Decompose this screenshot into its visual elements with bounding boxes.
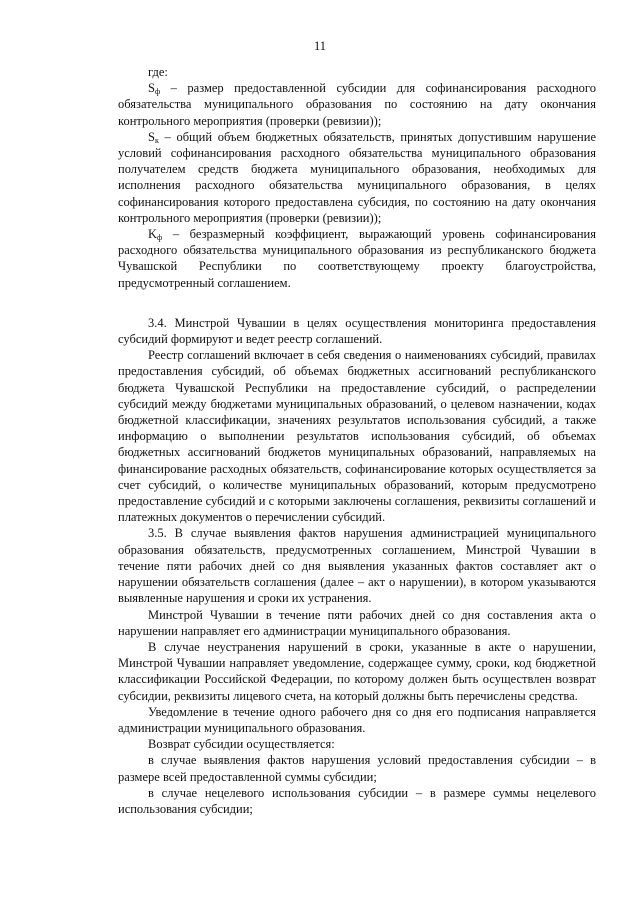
symbol-subscript-f: ф	[157, 233, 163, 243]
definition-kf	[118, 226, 596, 291]
definition-sk	[118, 129, 596, 226]
paragraph-notice: В случае неустранения нарушений в сроки, указанные в акте о нарушении, Минстрой Чувашии направляет уведомление, содержащее сумму, сроки, код бюджетной классификации Российской Федерации, по которому должен быть осуществлен возврат субсидии, реквизиты лицевого счета, на который должны быть перечислены средства.	[118, 639, 596, 703]
paragraph-notice-sent: Уведомление в течение одного рабочего дня со дня его подписания направляется администрации муниципального образования.	[118, 704, 596, 735]
definition-sf	[118, 80, 596, 129]
definition-sf-text: – размер предоставленной субсидии для софинансирования расходного обязательства муниципального образования по состоянию на дату окончания контрольного мероприятия (проверки (ревизии));	[118, 81, 596, 128]
page-number: 11	[313, 39, 327, 53]
paragraph-act-sent: Минстрой Чувашии в течение пяти рабочих дней со дня составления акта о нарушении направляет его администрации муниципального образования.	[118, 607, 596, 638]
definition-kf-text: – безразмерный коэффициент, выражающий уровень софинансирования расходного обязательства муниципального образования из республиканского бюджета Чувашской Республики по соответствующему проекту благоустройства, предусмотренный соглашением.	[118, 227, 596, 290]
paragraph-return-case-2: в случае нецелевого использования субсидии – в размере суммы нецелевого использования субсидии;	[118, 785, 596, 816]
definition-sk-text: – общий объем бюджетных обязательств, принятых допустившим нарушение условий софинансирования расходного обязательства муниципального образования получателем средств бюджета муниципального образования, необходимых для исполнения расходного обязательства муниципального образования, в целях софинансирования которого предоставлена субсидия, по состоянию на дату окончания контрольного мероприятия (проверки (ревизии));	[118, 129, 596, 225]
paragraph-3-4: 3.4. Минстрой Чувашии в целях осуществления мониторинга предоставления субсидий формируют и ведет реестр соглашений.	[118, 315, 596, 347]
symbol-s: S	[148, 129, 155, 144]
definitions-intro: где:	[148, 65, 168, 79]
symbol-subscript-k: к	[154, 135, 159, 145]
paragraph-return: Возврат субсидии осуществляется:	[148, 737, 335, 752]
paragraph-registry: Реестр соглашений включает в себя сведения о наименованиях субсидий, правилах предоставления субсидий, об объемах бюджетных ассигнований республиканского бюджета Чувашской Республики на предоставление субсидий, о распределении субсидий между бюджетами муниципальных образований, о целевом назначении, кодах бюджетной классификации, значениях результатов использования субсидий, а также информацию о выполнении результатов использования субсидий, об объемах бюджетных ассигнований бюджетов муниципальных образований, направляемых на финансирование расходных обязательств, софинансирование которых осуществляется за счет субсидий, о количестве муниципальных образований, которым предусмотрено предоставление субсидий и с которыми заключены соглашения, реквизиты соглашений и платежных документов о перечислении субсидий.	[118, 348, 596, 525]
document-body	[118, 64, 596, 817]
symbol-subscript-f: ф	[154, 87, 161, 97]
paragraph-3-5: 3.5. В случае выявления фактов нарушения администрацией муниципального образования обязательств, предусмотренных соглашением, Минстрой Чувашии в течение пяти рабочих дней со дня выявления указанных фактов составляет акт о нарушении обязательств соглашения (далее – акт о нарушении), в котором указываются выявленные нарушения и сроки их устранения.	[118, 526, 596, 606]
symbol-s: S	[148, 81, 155, 96]
symbol-k: K	[148, 227, 158, 242]
paragraph-gap	[118, 291, 596, 315]
paragraph-return-case-1: в случае выявления фактов нарушения условий предоставления субсидии – в размере всей предоставленной суммы субсидии;	[118, 753, 596, 784]
